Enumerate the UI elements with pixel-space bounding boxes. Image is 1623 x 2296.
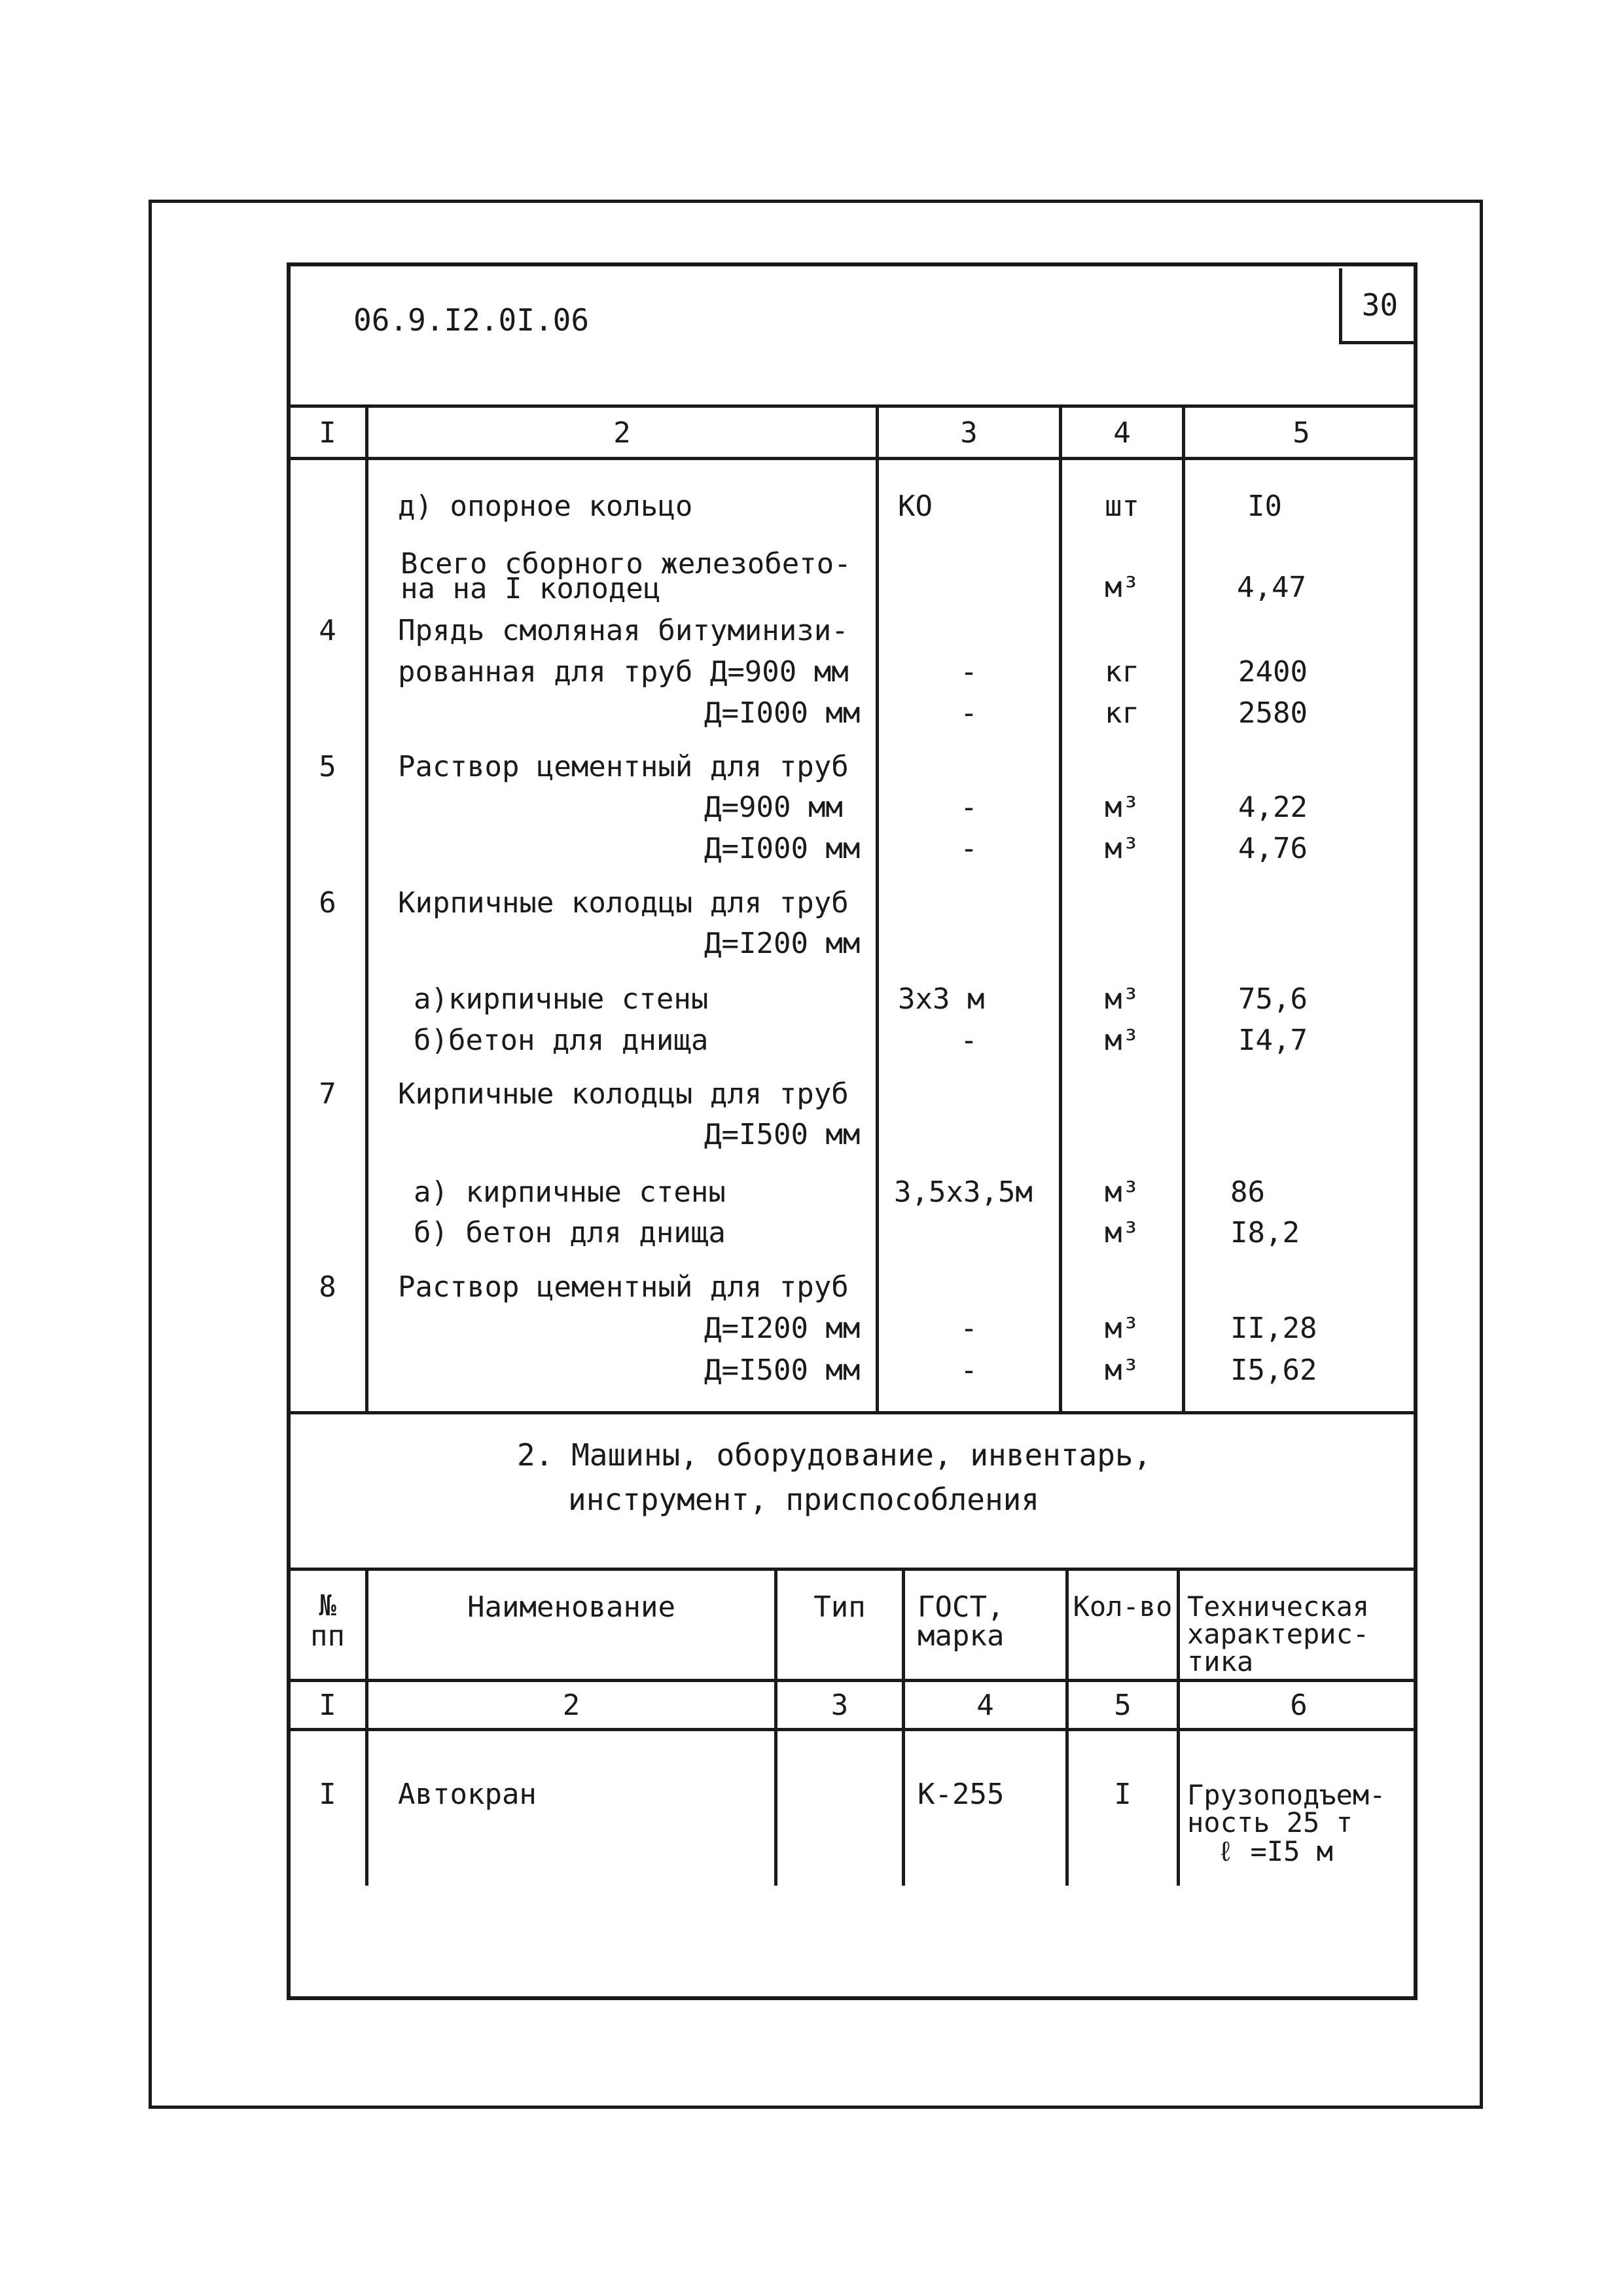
- row-type: -: [960, 791, 978, 824]
- section-2-title-line2: инструмент, приспособления: [568, 1482, 1040, 1517]
- row-qty: 4,76: [1238, 832, 1308, 865]
- row-name: Раствор цементный для труб: [398, 750, 849, 783]
- row-name: Д=I500 мм: [704, 1354, 861, 1387]
- row-name: Кирпичные колодцы для труб: [398, 886, 849, 920]
- row-qty: 86: [1230, 1175, 1265, 1209]
- table1-top-rule: [287, 404, 1418, 408]
- row-number: 8: [319, 1270, 336, 1304]
- table2-header-tech-line3: тика: [1187, 1645, 1254, 1677]
- table2-header-gost-line2: марка: [918, 1619, 1005, 1653]
- table2-row-number: I: [319, 1778, 336, 1811]
- row-qty: I0: [1247, 490, 1282, 523]
- row-name: д) опорное кольцо: [398, 490, 693, 523]
- table2-row-gost: К-255: [918, 1778, 1005, 1811]
- table2-header-qty: Кол-во: [1073, 1590, 1173, 1623]
- table2-colnum-2: 2: [562, 1689, 580, 1722]
- row-unit: кг: [1105, 655, 1139, 689]
- table2-header-tech: Техническая: [1187, 1590, 1370, 1623]
- row-unit: м³: [1105, 1175, 1139, 1209]
- table2-col-divider-3: [902, 1568, 905, 1886]
- table2-colnum-4: 4: [976, 1689, 994, 1722]
- row-qty: I8,2: [1230, 1216, 1300, 1249]
- table2-colnum-rule: [287, 1728, 1418, 1731]
- table2-row-tech-line3: ℓ =I5 м: [1217, 1835, 1333, 1867]
- row-qty: 2580: [1238, 696, 1308, 730]
- row-name: а)кирпичные стены: [414, 982, 709, 1016]
- row-name: Д=900 мм: [704, 791, 843, 824]
- row-unit: м³: [1105, 1354, 1139, 1387]
- row-name: Д=I000 мм: [704, 832, 861, 865]
- table2-header-rule: [287, 1679, 1418, 1682]
- row-type: -: [960, 832, 978, 865]
- row-unit: м³: [1105, 982, 1139, 1016]
- row-number: 6: [319, 886, 336, 920]
- row-unit: м³: [1105, 1216, 1139, 1249]
- table1-col-divider-4: [1182, 404, 1185, 1414]
- table2-colnum-5: 5: [1114, 1689, 1132, 1722]
- row-type: 3х3 м: [898, 982, 985, 1016]
- table2-header-num-line2: пп: [310, 1619, 345, 1653]
- table1-header-col4: 4: [1113, 416, 1131, 450]
- row-name-continued: на на I колодец: [401, 572, 661, 605]
- table2-header-name: Наименование: [467, 1590, 675, 1624]
- row-type: 3,5х3,5м: [894, 1175, 1033, 1209]
- row-name: Всего сборного железобето-: [401, 547, 851, 581]
- table1-bottom-rule: [287, 1411, 1418, 1414]
- row-qty: I4,7: [1238, 1024, 1308, 1057]
- table1-header-col2: 2: [613, 416, 631, 450]
- table2-header-num: №: [319, 1589, 336, 1623]
- row-qty: II,28: [1230, 1312, 1317, 1345]
- row-name: Кирпичные колодцы для труб: [398, 1077, 849, 1111]
- table1-header-col1: I: [319, 416, 336, 450]
- row-number: 7: [319, 1077, 336, 1111]
- table1-header-rule: [287, 457, 1418, 460]
- page-number: 30: [1361, 287, 1399, 323]
- table2-header-tech-line2: характерис-: [1187, 1618, 1370, 1650]
- table1-header-col5: 5: [1293, 416, 1310, 450]
- row-name: Раствор цементный для труб: [398, 1270, 849, 1304]
- row-unit: м³: [1105, 1024, 1139, 1057]
- table2-row-qty: I: [1114, 1778, 1132, 1811]
- row-qty: 4,22: [1238, 791, 1308, 824]
- row-type: КО: [898, 490, 933, 523]
- row-type: -: [960, 1354, 978, 1387]
- row-name: Д=I000 мм: [704, 696, 861, 730]
- table2-colnum-1: I: [319, 1689, 336, 1722]
- table2-col-divider-5: [1177, 1568, 1180, 1886]
- row-unit: м³: [1105, 571, 1139, 604]
- row-unit: м³: [1105, 832, 1139, 865]
- table1-col-divider-1: [365, 404, 368, 1414]
- row-name: б) бетон для днища: [414, 1216, 726, 1249]
- row-number: 4: [319, 614, 336, 647]
- table1-header-col3: 3: [960, 416, 978, 450]
- row-type: -: [960, 655, 978, 689]
- table2-row-tech-line2: ность 25 т: [1187, 1806, 1353, 1839]
- row-qty: I5,62: [1230, 1354, 1317, 1387]
- table2-colnum-3: 3: [830, 1689, 849, 1722]
- table1-col-divider-3: [1059, 404, 1062, 1414]
- document-code: 06.9.I2.0I.06: [353, 302, 590, 338]
- page-number-box: [1339, 268, 1418, 344]
- row-name: Д=I200 мм: [704, 927, 861, 960]
- row-name: Д=I200 мм: [704, 1312, 861, 1345]
- section-2-title-line1: 2. Машины, оборудование, инвентарь,: [517, 1437, 1152, 1473]
- row-unit: шт: [1105, 490, 1139, 523]
- row-number: 5: [319, 750, 336, 783]
- table2-top-rule: [287, 1568, 1418, 1571]
- row-name: Прядь смоляная битуминизи-: [398, 614, 849, 647]
- table2-colnum-6: 6: [1290, 1689, 1308, 1722]
- table2-row-tech: Грузоподъем-: [1187, 1779, 1386, 1811]
- row-type: -: [960, 1312, 978, 1345]
- row-type: -: [960, 1024, 978, 1057]
- row-qty: 75,6: [1238, 982, 1308, 1016]
- row-qty: 4,47: [1237, 571, 1306, 604]
- row-unit: кг: [1105, 696, 1139, 730]
- row-name: а) кирпичные стены: [414, 1175, 726, 1209]
- row-name: б)бетон для днища: [414, 1024, 709, 1057]
- table1-col-divider-2: [876, 404, 879, 1414]
- row-qty: 2400: [1238, 655, 1308, 689]
- row-unit: м³: [1105, 791, 1139, 824]
- row-type: -: [960, 696, 978, 730]
- table2-header-gost: ГОСТ,: [918, 1590, 1005, 1624]
- table2-row-name: Автокран: [398, 1778, 537, 1811]
- row-name: рованная для труб Д=900 мм: [398, 655, 849, 689]
- table2-header-type: Тип: [813, 1590, 866, 1624]
- row-unit: м³: [1105, 1312, 1139, 1345]
- row-name: Д=I500 мм: [704, 1118, 861, 1151]
